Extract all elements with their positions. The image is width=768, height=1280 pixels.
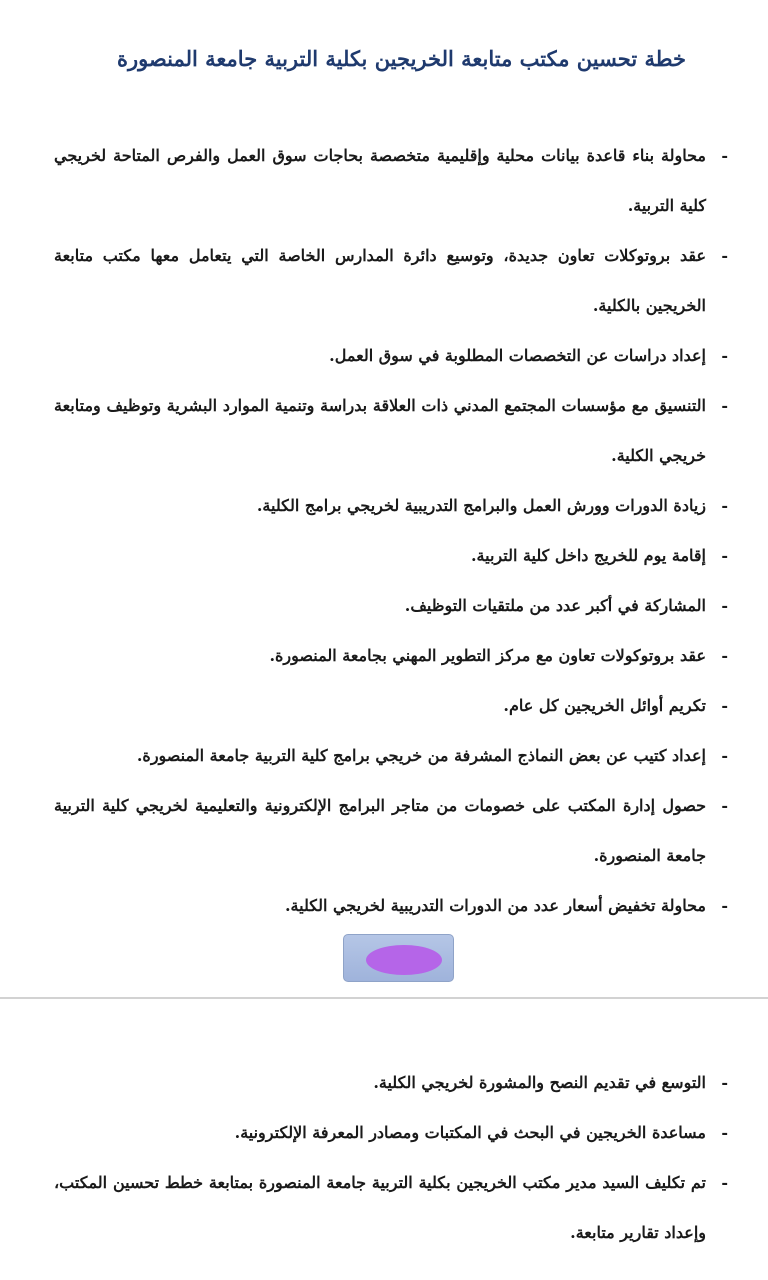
list-item: - إقامة يوم للخريج داخل كلية التربية. bbox=[54, 531, 728, 581]
list-item: - مساعدة الخريجين في البحث في المكتبات ومصادر المعرفة الإلكترونية. bbox=[54, 1108, 728, 1158]
list-item: - حصول إدارة المكتب على خصومات من متاجر البرامج الإلكترونية والتعليمية لخريجي كلية التربية جامعة المنصورة. bbox=[54, 781, 728, 881]
list-item: - التوسع في تقديم النصح والمشورة لخريجي الكلية. bbox=[54, 1058, 728, 1108]
list-item: - إعداد كتيب عن بعض النماذج المشرفة من خريجي برامج كلية التربية جامعة المنصورة. bbox=[54, 731, 728, 781]
list-item: - المشاركة في أكبر عدد من ملتقيات التوظيف. bbox=[54, 581, 728, 631]
document-title: خطة تحسين مكتب متابعة الخريجين بكلية التربية جامعة المنصورة bbox=[116, 46, 686, 71]
list-item: - زيادة الدورات وورش العمل والبرامج التدريبية لخريجي برامج الكلية. bbox=[54, 481, 728, 531]
list-item: - عقد بروتوكلات تعاون جديدة، وتوسيع دائرة المدارس الخاصة التي يتعامل معها مكتب متابعة الخريجين بالكلية. bbox=[54, 231, 728, 331]
list-item: - عقد بروتوكولات تعاون مع مركز التطوير المهني بجامعة المنصورة. bbox=[54, 631, 728, 681]
page-divider bbox=[0, 997, 768, 999]
improvement-plan-list bbox=[54, 131, 728, 931]
improvement-plan-list-continued bbox=[54, 1058, 728, 1258]
list-item: - تم تكليف السيد مدير مكتب الخريجين بكلية التربية جامعة المنصورة بمتابعة خطط تحسين المكتب، وإعداد تقارير متابعة. bbox=[54, 1158, 728, 1258]
list-item: - محاولة تخفيض أسعار عدد من الدورات التدريبية لخريجي الكلية. bbox=[54, 881, 728, 931]
page-marker-button[interactable] bbox=[343, 934, 454, 982]
list-item: - تكريم أوائل الخريجين كل عام. bbox=[54, 681, 728, 731]
list-item: - محاولة بناء قاعدة بيانات محلية وإقليمية متخصصة بحاجات سوق العمل والفرص المتاحة لخريجي كلية التربية. bbox=[54, 131, 728, 231]
list-item: - التنسيق مع مؤسسات المجتمع المدني ذات العلاقة بدراسة وتنمية الموارد البشرية وتوظيف ومتابعة خريجي الكلية. bbox=[54, 381, 728, 481]
redaction-blob bbox=[366, 945, 442, 975]
list-item: - إعداد دراسات عن التخصصات المطلوبة في سوق العمل. bbox=[54, 331, 728, 381]
